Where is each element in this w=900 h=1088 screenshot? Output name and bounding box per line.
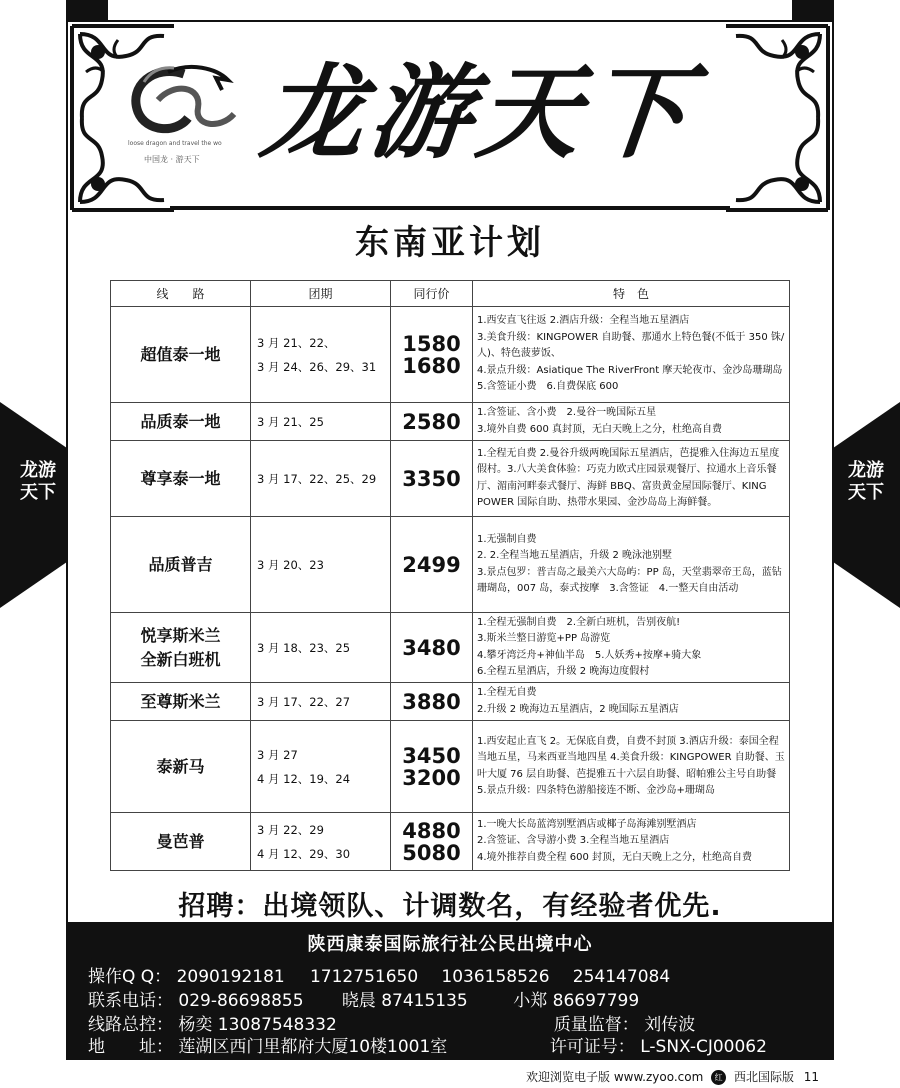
route-features xyxy=(473,403,790,441)
footer-badge: 红 xyxy=(711,1070,726,1085)
route-dates xyxy=(251,683,391,721)
feature-line: 3.景点包罗：普吉岛之最美六大岛屿：PP 岛，天堂翡翠帝王岛，蓝钻珊瑚岛，007 岛，泰式按摩 3.含签证 4.一整天自由活动 xyxy=(477,566,782,594)
route-features xyxy=(473,683,790,721)
route-dates xyxy=(251,403,391,441)
route-dates xyxy=(251,813,391,871)
footer-section: 西北国际版 xyxy=(733,1070,794,1084)
route-features xyxy=(473,813,790,871)
qq-number: 1036158526 xyxy=(441,967,550,987)
date-line: 3 月 21、25 xyxy=(257,414,324,429)
side-tab-left xyxy=(0,402,66,608)
page-footer xyxy=(526,1068,819,1085)
date-line: 4 月 12、29、30 xyxy=(257,846,351,861)
top-corner-block-right xyxy=(792,0,834,22)
route-price xyxy=(391,517,473,613)
route-manager-value: 杨奕 13087548332 xyxy=(178,1015,337,1035)
feature-line: 1.西安直飞往返 2.酒店升级：全程当地五星酒店 xyxy=(477,315,690,327)
route-dates xyxy=(251,307,391,403)
route-name: 尊享泰一地 xyxy=(111,441,251,517)
phone-contact: 小郑 86697799 xyxy=(513,991,640,1011)
route-name: 品质泰一地 xyxy=(111,403,251,441)
feature-line: 2.含签证、含导游小费 3.全程当地五星酒店 xyxy=(477,835,670,847)
page-headline: 东南亚计划 xyxy=(355,223,545,263)
route-price xyxy=(391,613,473,683)
qq-number: 2090192181 xyxy=(176,967,285,987)
route-price xyxy=(391,307,473,403)
price-value: 3480 xyxy=(402,635,461,660)
header-divider xyxy=(170,206,730,210)
feature-line: 1.全程无自费 2.曼谷升级两晚国际五星酒店，芭提雅入住海边五星度假村。3.八大美食体验：巧克力欧式庄园景观餐厅、拉通水上音乐餐厅、湄南河畔泰式餐厅、海鲜 BBQ、富贵黄金屋国际餐厅、KING POWER 国际自助、热带水果园、金沙岛岛上海鲜餐。 xyxy=(477,447,780,508)
date-line: 3 月 18、23、25 xyxy=(257,640,351,655)
feature-line: 6.全程五星酒店，升级 2 晚海边度假村 xyxy=(477,665,650,677)
phone-number: 029-86698855 xyxy=(178,991,304,1011)
route-features xyxy=(473,517,790,613)
qq-number: 1712751650 xyxy=(309,967,419,987)
route-price xyxy=(391,813,473,871)
route-dates xyxy=(251,721,391,813)
header-route: 线 路 xyxy=(111,281,251,307)
date-line: 3 月 17、22、25、29 xyxy=(257,471,377,486)
route-price xyxy=(391,441,473,517)
price-value: 2499 xyxy=(402,552,461,577)
feature-line: 2. 2.全程当地五星酒店，升级 2 晚泳池别墅 xyxy=(477,550,672,562)
feature-line: 2.升级 2 晚海边五星酒店，2 晚国际五星酒店 xyxy=(477,703,679,715)
phone-row xyxy=(88,986,639,1011)
table-row xyxy=(111,813,790,871)
header-dates: 团期 xyxy=(251,281,391,307)
table-header-row xyxy=(111,281,790,307)
dragon-logo-icon xyxy=(124,60,244,140)
feature-line: 4.景点升级：Asiatique The RiverFront 摩天轮夜市、金沙岛珊瑚岛 5.含签证小费 6.自费保底 600 xyxy=(477,364,783,393)
feature-line: 1.全程无强制自费 2.全新白班机，告别夜航! xyxy=(477,616,681,628)
route-dates xyxy=(251,517,391,613)
table-row xyxy=(111,307,790,403)
table-row xyxy=(111,613,790,683)
brand-logo xyxy=(124,60,244,172)
route-price xyxy=(391,721,473,813)
page-number: 11 xyxy=(803,1070,820,1084)
feature-line: 3.美食升级：KINGPOWER 自助餐、那通水上特色餐(不低于 350 铢/人)、特色菠萝饭、 xyxy=(477,331,785,360)
route-name: 泰新马 xyxy=(111,721,251,813)
feature-line: 4.攀牙湾泛舟+神仙半岛 5.人妖秀+按摩+骑大象 xyxy=(477,649,702,661)
feature-line: 3.境外自费 600 真封顶，无白天晚上之分，杜绝高自费 xyxy=(477,423,722,435)
table-row xyxy=(111,517,790,613)
route-dates xyxy=(251,613,391,683)
date-line: 3 月 22、29 xyxy=(257,822,324,837)
phone-label: 联系电话： xyxy=(88,991,173,1011)
price-value: 4880 xyxy=(402,818,461,843)
route-manager-label: 线路总控： xyxy=(88,1015,173,1035)
price-value: 1580 xyxy=(402,331,461,356)
feature-line: 1.西安起止直飞 2。无保底自费，自费不封顶 3.酒店升级：泰国全程当地五星，马来西亚当地四星 4.美食升级：KINGPOWER 自助餐、玉叶大厦 76 层自助餐、芭提雅五十六层自助餐、昭帕雅公主号自助餐 5.景点升级：四条特色游船接连不断、金沙岛+珊瑚岛 xyxy=(477,735,785,796)
price-value: 3200 xyxy=(402,765,461,790)
feature-line: 1.含签证、含小费 2.曼谷一晚国际五星 xyxy=(477,407,657,419)
date-line: 3 月 24、26、29、31 xyxy=(257,359,377,374)
feature-line: 1.一晚大长岛蓝湾别墅酒店或椰子岛海滩别墅酒店 xyxy=(477,818,697,830)
recruitment-banner: 招聘：出境领队、计调数名，有经验者优先. xyxy=(178,891,722,922)
table-row xyxy=(111,403,790,441)
ornament-corner-mid-right xyxy=(722,104,832,214)
license-value: L-SNX-CJ00062 xyxy=(640,1037,767,1057)
route-features xyxy=(473,441,790,517)
qq-row xyxy=(88,962,670,987)
price-value: 1680 xyxy=(402,353,461,378)
feature-line: 4.境外推荐自费全程 600 封顶，无白天晚上之分，杜绝高自费 xyxy=(477,851,752,863)
footer-text: 欢迎浏览电子版 www.zyoo.com xyxy=(526,1070,704,1084)
phone-contact: 晓晨 87415135 xyxy=(341,991,468,1011)
date-line: 3 月 27 xyxy=(257,747,298,762)
route-name: 悦享斯米兰 全新白班机 xyxy=(111,613,251,683)
table-row xyxy=(111,721,790,813)
header-features: 特 色 xyxy=(473,281,790,307)
address-label: 地 址： xyxy=(88,1037,173,1057)
route-name: 曼芭普 xyxy=(111,813,251,871)
date-line: 3 月 20、23 xyxy=(257,557,324,572)
license-label: 许可证号： xyxy=(549,1037,635,1057)
price-value: 3880 xyxy=(402,689,461,714)
route-features xyxy=(473,721,790,813)
side-label-right: 龙游天下 xyxy=(848,460,884,503)
address-row xyxy=(88,1032,767,1057)
logo-english-text: loose dragon and travel the wo xyxy=(128,140,222,147)
table-row xyxy=(111,683,790,721)
route-features xyxy=(473,307,790,403)
price-value: 3350 xyxy=(402,466,461,491)
date-line: 3 月 17、22、27 xyxy=(257,694,351,709)
header-price: 同行价 xyxy=(391,281,473,307)
brand-title: 龙游天下 xyxy=(255,53,701,173)
table-row xyxy=(111,441,790,517)
contact-panel xyxy=(66,922,834,1060)
route-dates xyxy=(251,441,391,517)
date-line: 4 月 12、19、24 xyxy=(257,771,351,786)
feature-line: 3.斯米兰整日游览+PP 岛游览 xyxy=(477,633,611,645)
address-value: 莲湖区西门里都府大厦10楼1001室 xyxy=(178,1037,448,1057)
route-name: 品质普吉 xyxy=(111,517,251,613)
route-name: 至尊斯米兰 xyxy=(111,683,251,721)
qq-number: 254147084 xyxy=(572,967,671,987)
logo-chinese-text: 中国龙 · 游天下 xyxy=(144,155,200,164)
price-value: 2580 xyxy=(402,409,461,434)
price-value: 5080 xyxy=(402,840,461,865)
quality-value: 刘传波 xyxy=(644,1015,696,1035)
quality-label: 质量监督： xyxy=(553,1015,639,1035)
company-name: 陕西康泰国际旅行社公民出境中心 xyxy=(307,934,593,955)
side-tab-right xyxy=(834,402,900,608)
itinerary-table xyxy=(110,280,790,871)
route-price xyxy=(391,403,473,441)
qq-label: 操作Q Q： xyxy=(88,967,172,987)
price-value: 3450 xyxy=(402,743,461,768)
route-features xyxy=(473,613,790,683)
route-name: 超值泰一地 xyxy=(111,307,251,403)
top-corner-block-left xyxy=(66,0,108,22)
feature-line: 1.无强制自费 xyxy=(477,533,537,545)
feature-line: 1.全程无自费 xyxy=(477,687,537,699)
date-line: 3 月 21、22、 xyxy=(257,335,336,350)
side-label-left: 龙游天下 xyxy=(20,460,56,503)
route-price xyxy=(391,683,473,721)
